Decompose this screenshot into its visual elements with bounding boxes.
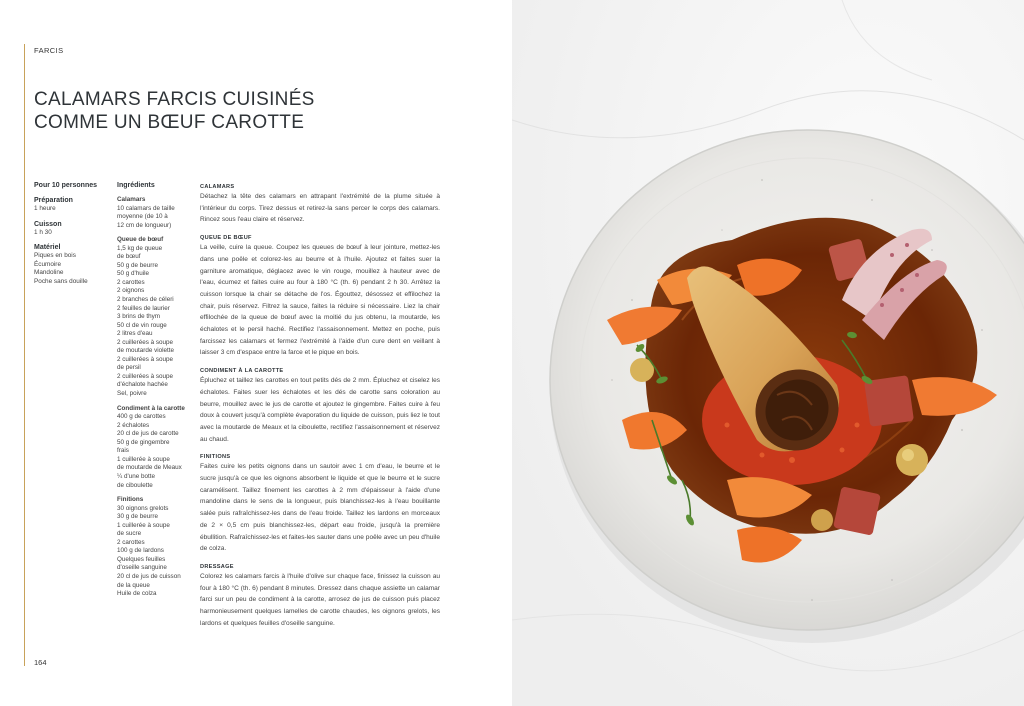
equipment-item: Écumoire xyxy=(34,260,61,268)
step-text: Faites cuire les petits oignons dans un sautoir avec 1 cm d'eau, le beurre et le sucre jusqu'à ce que les oignons absorbent le liquide et que le beurre et le sucre caramélisent. Taillez finement les carottes à 2 mm d'épaisseur à l'aide d'une mandoline dans le sens de la longueur, puis blanchissez-les à l'eau bouillante salée puis rafraîchissez-les dans de l'eau froide. Taillez les lardons en morceaux de 2 × 0,5 cm puis blanchissez-les, départ eau froide, jusqu'à la première ébullition. Rafraîchissez-les et faites-les sauter dans une poêle avec un peu d'huile de colza. xyxy=(200,463,440,553)
step-heading: FINITIONS xyxy=(200,454,231,461)
ingredient-line: 20 cl de jus de carotte xyxy=(117,430,179,438)
ingredient-line: 20 cl de jus de cuisson xyxy=(117,572,181,580)
ingredient-group-title: Finitions xyxy=(117,496,144,504)
page-number: 164 xyxy=(34,658,47,667)
recipe-title xyxy=(34,88,364,134)
ingredient-line: 2 cuillerées à soupe xyxy=(117,338,174,346)
step-heading: CONDIMENT À LA CAROTTE xyxy=(200,368,284,375)
recipe-title-line-1: CALAMARS FARCIS CUISINÉS xyxy=(34,89,315,110)
ingredient-line: 50 g d'huile xyxy=(117,270,150,278)
ingredient-group-title: Condiment à la carotte xyxy=(117,404,185,412)
step-heading: CALAMARS xyxy=(200,184,235,190)
ingredient-line: 2 cuillerées à soupe xyxy=(117,372,174,380)
ingredient-line: de moutarde de Meaux xyxy=(117,464,182,472)
step-text: Détachez la tête des calamars en attrapant l'extrémité de la plume située à l'intérieur du corps. Tirez dessus et retirez-la sans percer le corps des calamars. Rincez sous l'eau claire et réservez. xyxy=(200,193,440,224)
gold-vertical-rule xyxy=(24,44,25,666)
step-heading: QUEUE DE BŒUF xyxy=(200,235,252,242)
ingredient-line: 2 feuilles de laurier xyxy=(117,304,170,312)
ingredient-line: de moutarde violette xyxy=(117,347,175,355)
ingredient-line: 50 cl de vin rouge xyxy=(117,321,167,329)
ingredient-line: 1 cuillerée à soupe xyxy=(117,455,170,463)
ingredient-line: ¼ d'une botte xyxy=(117,472,155,480)
ingredient-line: 2 carottes xyxy=(117,538,145,546)
ingredient-group xyxy=(117,496,193,599)
ingredients-column xyxy=(117,181,193,605)
ingredient-line: 2 échalotes xyxy=(117,421,150,429)
ingredient-line: frais xyxy=(117,447,129,455)
prep-value: 1 heure xyxy=(34,205,56,212)
ingredient-line: 3 brins de thym xyxy=(117,313,161,321)
ingredient-line: de la queue xyxy=(117,581,150,589)
section-label: FARCIS xyxy=(34,46,64,55)
recipe-title-line-2: COMME UN BŒUF CAROTTE xyxy=(34,112,305,133)
equipment-label: Matériel xyxy=(34,244,61,252)
ingredient-line: d'oseille sanguine xyxy=(117,564,167,572)
servings: Pour 10 personnes xyxy=(34,182,98,189)
step-text: Épluchez et taillez les carottes en tout petits dés de 2 mm. Épluchez et ciselez les échalotes. Faites suer les échalotes et les dés de carotte sans coloration au beurre, mouillez avec le jus de carotte et ajoutez le gingembre. Faites cuire à feu doux à couvert jusqu'à complète évaporation du liquide de cuisson, puis liez le tout avec la moutarde de Meaux et la ciboulette, rectifiez l'assaisonnement et réservez au chaud. xyxy=(200,377,440,443)
ingredient-line: 1,5 kg de queue xyxy=(117,244,163,252)
cook-value: 1 h 30 xyxy=(34,228,52,236)
ingredient-line: 10 calamars de taille xyxy=(117,204,175,212)
ingredient-line: moyenne (de 10 à xyxy=(117,213,168,221)
ingredient-group-title: Calamars xyxy=(117,196,146,203)
equipment-item: Mandoline xyxy=(34,269,64,277)
ingredient-group xyxy=(117,196,193,230)
dish-photo xyxy=(512,0,1024,706)
ingredient-line: 2 carottes xyxy=(117,278,145,286)
ingredient-line: 12 cm de longueur) xyxy=(117,221,172,229)
ingredient-line: d'échalote hachée xyxy=(117,381,168,389)
ingredient-group-title: Queue de bœuf xyxy=(117,236,164,244)
ingredient-line: 2 oignons xyxy=(117,287,145,295)
prep-label: Préparation xyxy=(34,197,73,204)
step-text: La veille, cuire la queue. Coupez les queues de bœuf à leur jointure, mettez-les dans une poêle et colorez-les au beurre et à l'huile. Ajoutez et faites suer la garniture aromatique, déglacez avec le vin rouge, mouillez à hauteur avec de l'eau, écumez et faites cuire au four à 180 °C (th. 6) pendant 2 h 30. Arrêtez la cuisson lorsque la chair se détache de l'os. Égouttez, désossez et effilochez la chair, puis réservez. Filtrez la sauce, faites la réduire si nécessaire. Liez la chair effilochée de la queue de bœuf avec la moitié du jus obtenu, la moutarde, les échalotes et le persil haché. Rectifiez l'assaisonnement. Mettez en poche, puis farcissez les calamars et fermez l'extrémité à l'aide d'un cure dent en veillant à laisser 3 cm d'espace entre la farce et le pique en bois. xyxy=(200,244,440,357)
ingredient-line: de bœuf xyxy=(117,253,141,261)
ingredient-line: 100 g de lardons xyxy=(117,547,164,555)
ingredient-group xyxy=(117,405,193,490)
step-heading: DRESSAGE xyxy=(200,563,234,570)
ingredient-line: de ciboulette xyxy=(117,481,153,489)
step-text: Colorez les calamars farcis à l'huile d'olive sur chaque face, finissez la cuisson au four à 180 °C (th. 6) pendant 8 minutes. Dressez dans chaque assiette un calamar farci sur un peu de condiment à la carotte, arrosez de jus de cuisson puis placez harmonieusement quelques lamelles de carotte chaudes, les oignons grelots, les lardons et quelques feuilles d'oseille sanguine. xyxy=(200,572,440,627)
method-column xyxy=(200,181,440,638)
equipment-item: Piques en bois xyxy=(34,252,76,260)
ingredient-line: 2 litres d'eau xyxy=(117,330,153,338)
ingredient-groups xyxy=(117,196,193,599)
ingredient-line: Sel, poivre xyxy=(117,390,147,398)
ingredient-line: 2 cuillerées à soupe xyxy=(117,355,174,363)
ingredient-line: Huile de colza xyxy=(117,590,157,598)
ingredient-line: Quelques feuilles xyxy=(117,555,166,563)
ingredient-line: 50 g de beurre xyxy=(117,261,158,269)
cook-label: Cuisson xyxy=(34,220,62,228)
ingredient-line: 30 oignons grelots xyxy=(117,504,169,512)
ingredient-line: 30 g de beurre xyxy=(117,513,158,521)
ingredient-line: de persil xyxy=(117,364,141,372)
ingredient-line: 1 cuillerée à soupe xyxy=(117,521,170,529)
ingredient-line: 2 branches de céleri xyxy=(117,296,174,304)
recipe-info-column xyxy=(34,181,112,293)
ingredient-line: 400 g de carottes xyxy=(117,413,166,421)
ingredient-group xyxy=(117,236,193,398)
dish-photo-page xyxy=(512,0,1024,706)
ingredient-line: de sucre xyxy=(117,530,142,538)
equipment-item: Poche sans douille xyxy=(34,277,88,285)
ingredient-line: 50 g de gingembre xyxy=(117,438,170,446)
ingredients-heading: Ingrédients xyxy=(117,182,155,189)
